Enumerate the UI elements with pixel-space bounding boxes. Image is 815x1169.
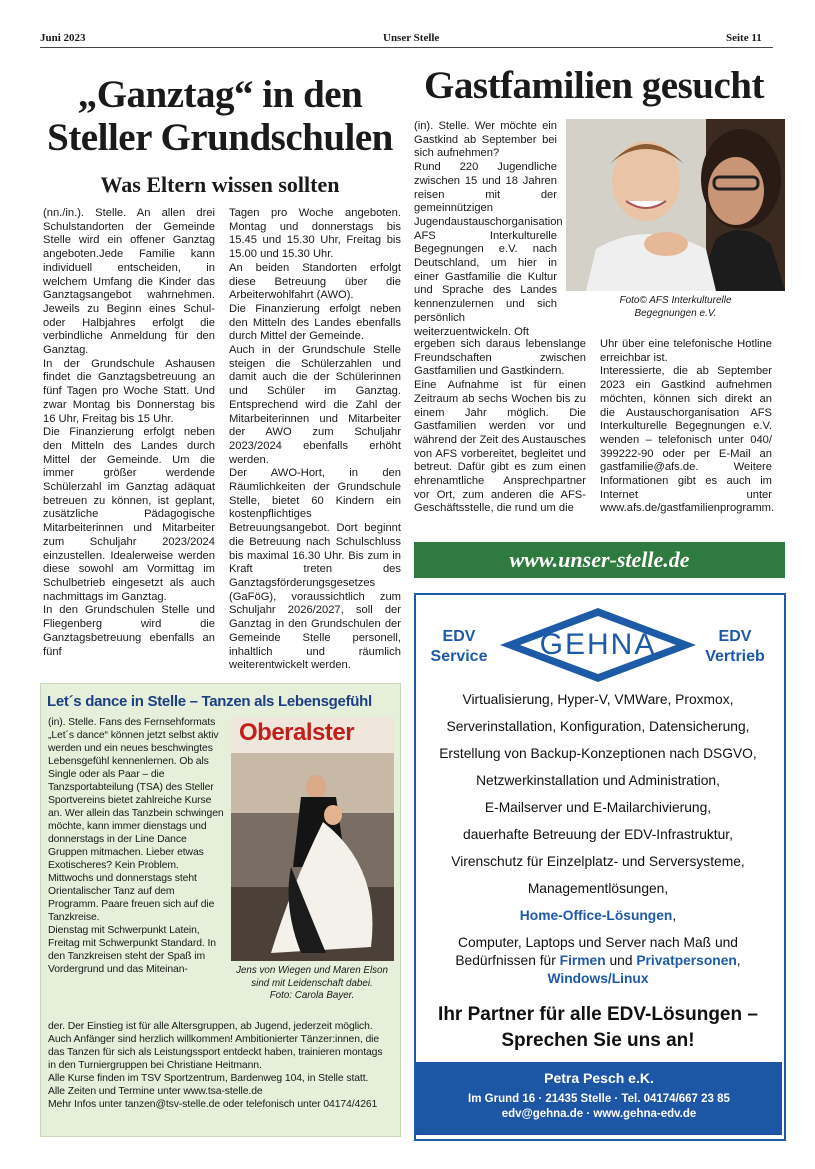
gehna-tagline-2: Sprechen Sie uns an! [501,1030,695,1051]
header-rule [40,47,773,48]
gehna-left-label: EDV Service [430,628,488,665]
gehna-computers [416,934,780,988]
gastfamilien-column-1-bottom [414,338,586,516]
dance-photo-caption: Jens von Wiegen und Maren Elson sind mit Leidenschaft dabei. Foto: Carola Bayer. [236,965,388,1002]
dance-photo-sign: Oberalster [239,719,355,746]
gehna-right-label: EDV Vertrieb [705,628,765,665]
page-number: Seite 11 [726,32,762,44]
gehna-homeoffice-comma: , [672,908,677,923]
ganztag-col1-text: (nn./in.). Stelle. An allen drei Schulstandorten der Gemeinde Stelle wird ein offener Ganztag angeboten.Jede Familie kann individuell entscheiden, in welchem Umfang die Kinder das Ganztagsangebot wahrnehmen. Jeweils zu Beginn eines Schul- oder Halbjahres erfolgt die verbindliche Anmeldung für den Ganztag. In der Grundschule Ashausen findet die Ganztagsbetreuung an fünf Tagen pro Woche Statt. Und zwar Montag bis Donnerstag bis 16 Uhr, Freitag bis 15 Uhr. Die Finanzierung erfolgt neben den Mitteln des Landes durch Mittel der Gemeinde. Um die immer größer werdende Schülerzahl im Ganztag adäquat betreuen zu können, ist geplant, zusätzliche Pädagogische Mitarbeiterinnen und Mitarbeiter zum Schuljahr 2023/2024 einzustellen. Idealerweise werden diese sowohl am Vormittag im Schulbetrieb eingesetzt als auch nachmittags im Ganztag. In den Grundschulen Stelle und Fliegenberg wird die Ganztagsbetreuung ebenfalls an fünf [43,207,215,658]
gehna-footer [416,1062,782,1135]
gehna-service-line: E-Mailserver und E-Mailarchivierung, [484,800,712,815]
gehna-computers-text: Bedürfnissen für [455,953,560,968]
afs-photo-caption: Foto© AFS Interkulturelle Begegnungen e.V. [619,295,732,319]
gehna-privat: Privatpersonen [636,953,737,968]
gehna-service-line: Erstellung von Backup-Konzeptionen nach DSGVO, [439,746,757,761]
dance-photo [231,717,394,961]
gehna-services [416,686,780,929]
gastfamilien-col1-bottom-text: ergeben sich daraus lebenslange Freundschaften zwischen Gastfamilien und Gastkindern. Eine Aufnahme ist für einen Zeitraum ab sechs Wochen bis zu einem Jahr möglich. Die Gastfamilien werden vor und während der Zeit des Austausches von AFS vorbereitet, begleitet und betreut. Dafür gibt es zum einen ehrenamtliche Ansprechpartner vor Ort, zum anderen die AFS-Geschäftsstelle, die rund um die [414,338,586,515]
dance-text-narrow-body: (in). Stelle. Fans des Fernsehformats „Let´s dance“ können jetzt selbst aktiv werden und ein neues beschwingtes Lebensgefühl kennenlernen. Ob als Single oder als Paar – die Tanzsportabteilung (TSA) des Steller Sportvereins bietet zahlreiche Kurse an. Wer allein das Tanzbein schwingen möchte, kann immer dienstags und donnerstags in der Line Dance Gruppen mitmachen. Lieber etwas Exotischeres? Kein Problem. Mittwochs und donnerstags steht Orientalischer Tanz auf dem Programm. Paare freuen sich auf die Tanzkreise. Dienstag mit Schwerpunkt Latein, Freitag mit Schwerpunkt Standard. In den Tanzkreisen steht der Spaß im Vordergrund und das Miteinan- [48,717,224,975]
afs-photo [566,119,785,291]
gehna-computers-line1: Computer, Laptops und Server nach Maß und [458,935,738,950]
ganztag-subhead: Was Eltern wissen sollten [100,172,340,197]
gehna-logo [498,606,698,684]
ganztag-column-2 [229,207,401,673]
gehna-contact[interactable]: edv@gehna.de · www.gehna-edv.de [501,1108,697,1120]
gehna-tagline [416,1002,780,1054]
gehna-service-line: dauerhafte Betreuung der EDV-Infrastruktur, [463,827,733,842]
gehna-firmen: Firmen [559,953,606,968]
gastfamilien-column-1-top [414,120,563,339]
gastfamilien-column-2 [600,338,775,516]
dance-text-full-body: der. Der Einstieg ist für alle Altersgruppen, ab Jugend, jederzeit möglich. Auch Anfänger sind herzlich willkommen! Ambitionierter Tänzer:innen, die das Tanzen für sich als Leistungssport entdeckt haben, trainieren montags in den Turniergruppen bei Christiane Heitmann. Alle Kurse finden im TSV Sportzentrum, Bardenweg 104, in Stelle statt. Alle Zeiten und Termine unter www.tsa-stelle.de Mehr Infos unter tanzen@tsv-stelle.de oder telefonisch unter 04174/4261 [48,1021,383,1110]
gastfamilien-headline: Gastfamilien gesucht [424,64,764,107]
dance-photo-illustration [231,717,394,961]
dance-title: Let´s dance in Stelle – Tanzen als Lebensgefühl [47,693,372,710]
website-banner[interactable]: www.unser-stelle.de [414,542,785,578]
gehna-service-line: Netzwerkinstallation und Administration, [476,773,720,788]
gehna-os: Windows/Linux [547,971,649,986]
dance-text-full [48,1020,393,1111]
gehna-company: Petra Pesch e.K. [544,1070,654,1086]
afs-photo-illustration [566,119,785,291]
gehna-service-line: Virenschutz für Einzelplatz- und Serversysteme, [451,854,745,869]
gehna-address: Im Grund 16 · 21435 Stelle · Tel. 04174/667 23 85 [468,1093,730,1105]
ganztag-headline-line2: Steller Grundschulen [47,116,393,159]
ganztag-headline-line1: „Ganztag“ in den [77,73,363,116]
gehna-homeoffice-line [416,902,780,929]
gehna-und: und [605,953,637,968]
publication-name: Unser Stelle [383,32,440,44]
issue-date: Juni 2023 [40,32,86,44]
ganztag-col2-text: Tagen pro Woche angeboten. Montag und donnerstags bis 15.45 und 15.30 Uhr, Freitag bis 15.00 und 15.30 Uhr. An beiden Standorten erfolgt diese Betreuung über die Arbeiterwohlfahrt (AWO). Die Finanzierung erfolgt neben den Mitteln des Landes ebenfalls durch Mittel der Gemeinde. Auch in der Grundschule Stelle steigen die Schülerzahlen und damit auch die der Schülerinnen und Schüler im Ganztag. Entsprechend wird die Zahl der Mitarbeiterinnen und Mitarbeiter der AWO zum Schuljahr 2023/2024 ebenfalls erhöht werden. Der AWO-Hort, in den Räumlichkeiten der Grundschule Stelle, bietet 60 Kindern ein kostenpflichtiges Betreuungsangebot. Dort beginnt die Betreuung nach Schulschluss bis maximal 16.30 Uhr. Bis zum in Kraft treten des Ganztagsförderungsgesetzes (GaFöG), voraussichtlich zum Schuljahr 2026/2027, soll der Ganztag in den Grundschulen der Gemeinde Stelle personell, inhaltlich und räumlich weiterentwickelt werden. [229,207,401,672]
gehna-computers-line2 [416,952,780,970]
gehna-tagline-1: Ihr Partner für alle EDV-Lösungen – [438,1004,758,1025]
gehna-service-line: Serverinstallation, Konfiguration, Datensicherung, [446,719,750,734]
gehna-homeoffice: Home-Office-Lösungen [519,908,673,923]
gehna-logo-text: GEHNA [539,628,657,661]
dance-text-narrow [48,716,226,976]
ganztag-column-1 [43,207,215,659]
gastfamilien-col1-top-text: (in). Stelle. Wer möchte ein Gastkind ab September bei sich aufnehmen? Rund 220 Jugendliche zwischen 15 und 18 Jahren reisen mit der gemeinnützigen Jugendaustauschorganisation AFS Interkulturelle Begegnungen e.V. nach Deutschland, um hier in einer Gastfamilie die Kultur und Sprache des Landes kennenzulernen und sich persönlich weiterzuentwickeln. Oft [414,120,563,338]
gehna-comma: , [736,953,741,968]
gehna-service-line: Managementlösungen, [527,881,669,896]
gehna-service-line: Virtualisierung, Hyper-V, VMWare, Proxmox, [462,692,734,707]
gastfamilien-col2-text: Uhr über eine telefonische Hotline erreichbar ist. Interessierte, die ab September 2023 ein Gastkind aufnehmen möchten, können sich direkt an die Austauschorganisation AFS Interkulturelle Begegnungen e.V. wenden – telefonisch unter 040/ 399222-90 oder per E-Mail an gastfamilie@afs.de. Weitere Informationen gibt es auch im Internet unter www.afs.de/gastfamilienprogramm. [600,338,775,515]
